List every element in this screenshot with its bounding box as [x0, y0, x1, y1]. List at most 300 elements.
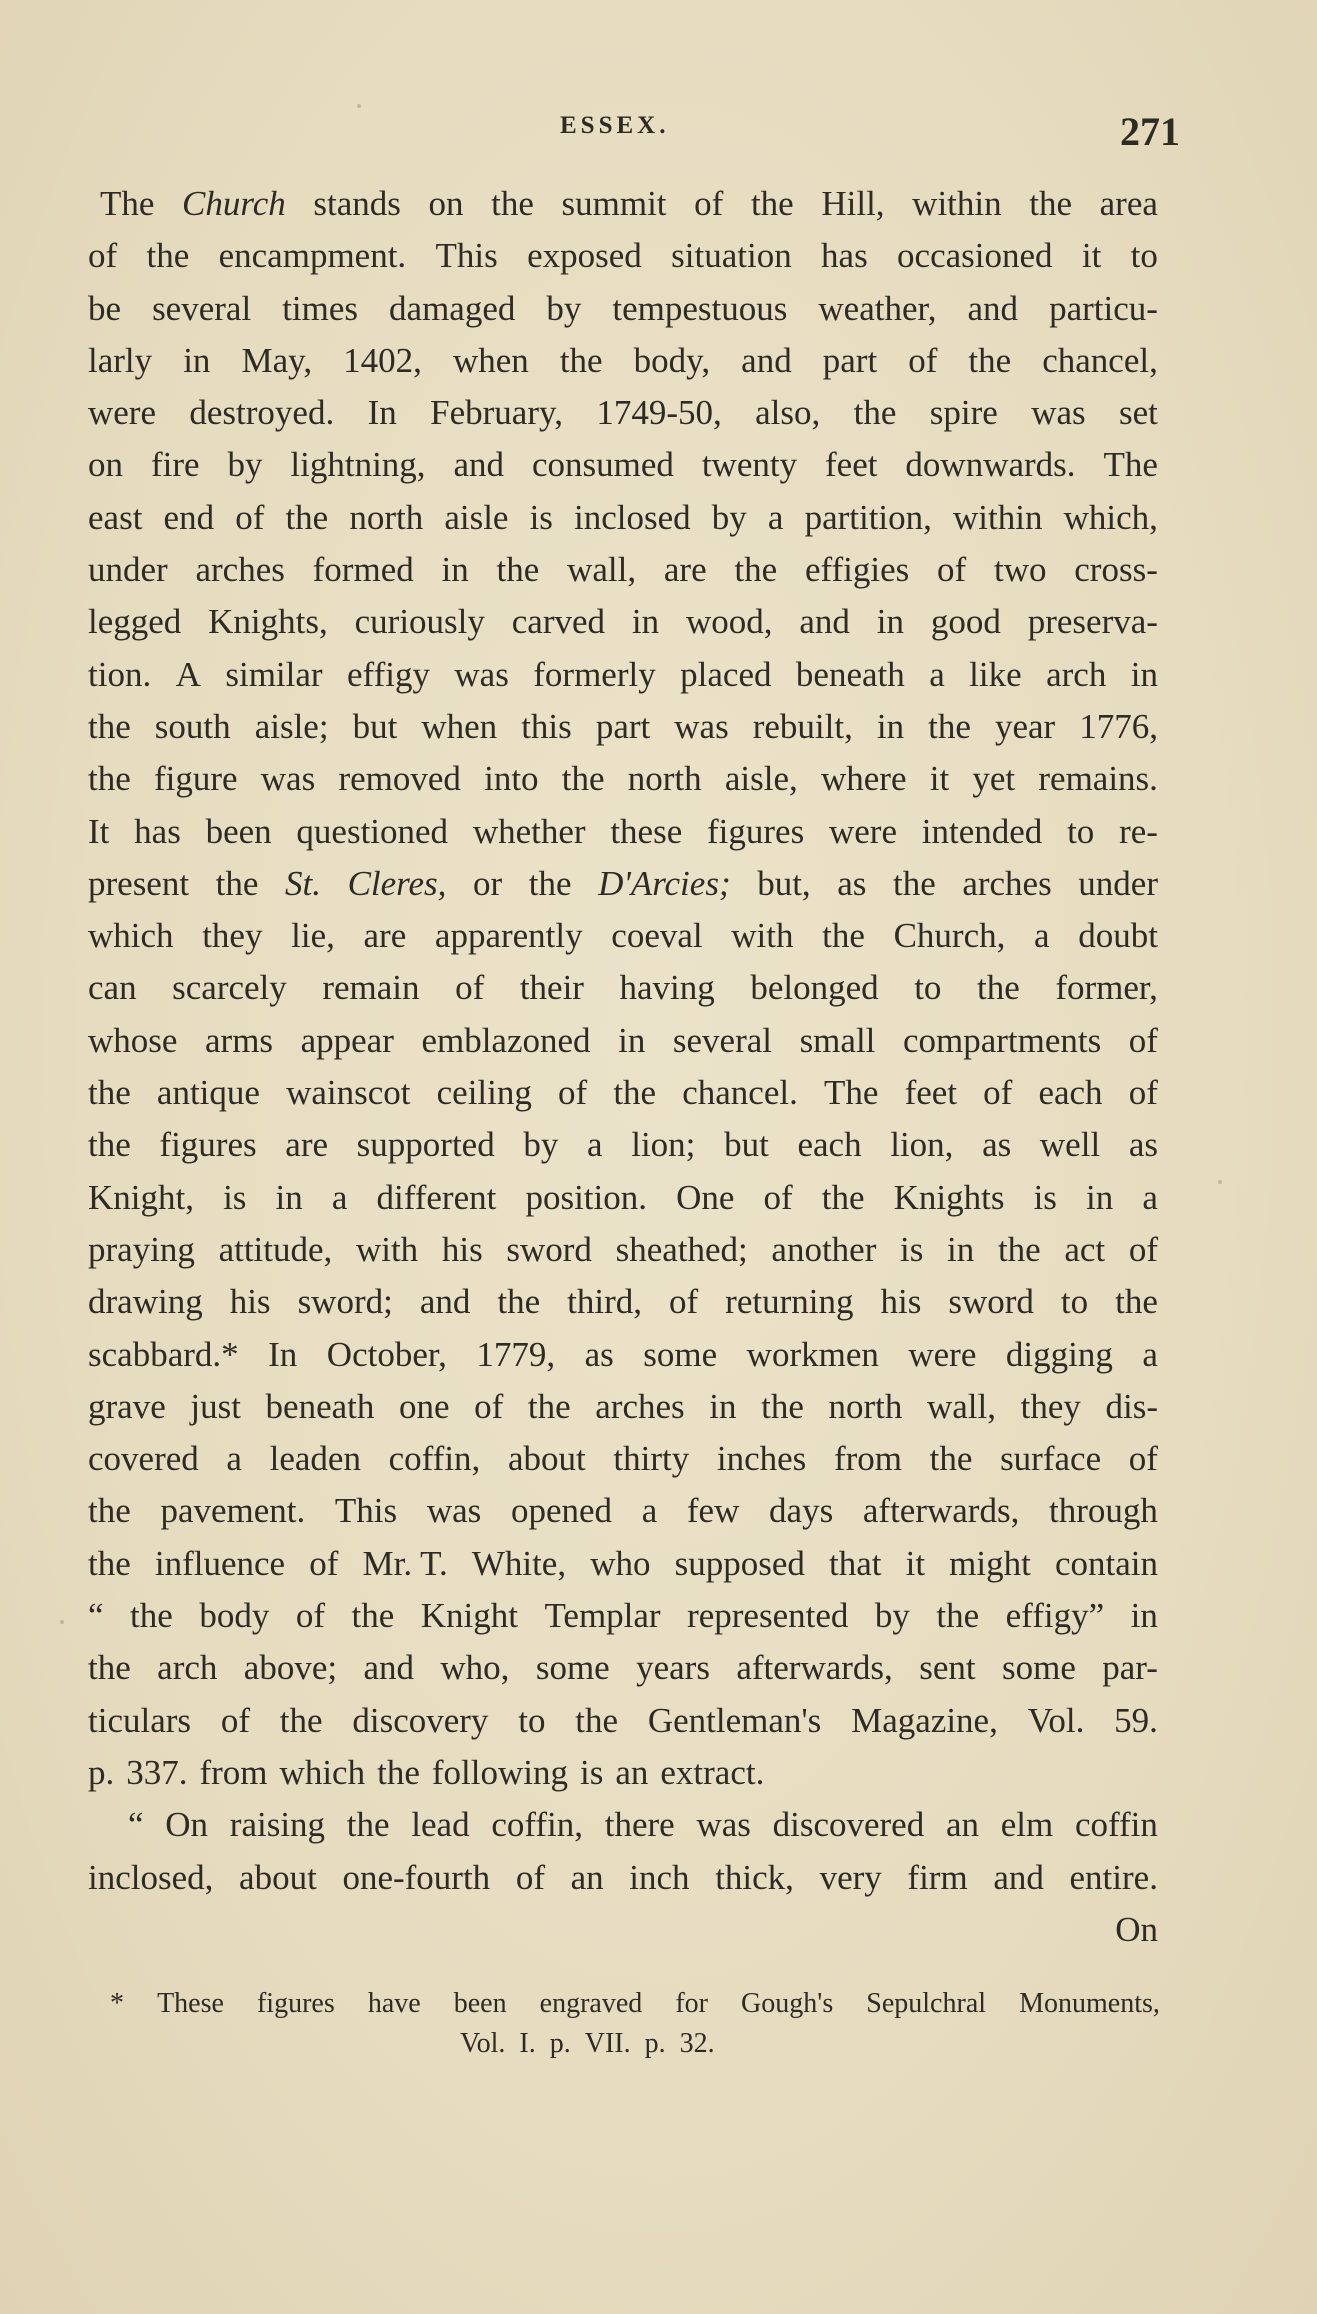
word: the	[761, 1386, 804, 1426]
word: lion;	[631, 1125, 696, 1165]
word: the	[146, 236, 190, 276]
text-line	[88, 1015, 1158, 1067]
word: particu-	[1049, 288, 1158, 328]
word: by	[711, 497, 747, 537]
word: his	[880, 1282, 922, 1322]
word: the	[892, 863, 936, 903]
word: one-fourth	[342, 1857, 491, 1897]
word: their	[519, 968, 584, 1008]
word: a	[226, 1439, 242, 1479]
word: is	[1033, 1177, 1057, 1217]
word: body	[199, 1596, 270, 1636]
word: the	[491, 184, 534, 223]
word: position.	[525, 1177, 647, 1217]
word: Monuments,	[1019, 1988, 1160, 2019]
word: the	[346, 1805, 390, 1845]
word: p.	[644, 2028, 666, 2059]
word: from	[833, 1439, 902, 1479]
word: feet	[904, 1073, 958, 1113]
word: an	[615, 1752, 649, 1792]
word: covered	[88, 1439, 199, 1479]
word: on	[88, 445, 123, 485]
word: par-	[1102, 1648, 1158, 1688]
word: the	[130, 1596, 173, 1636]
word: sword	[948, 1282, 1034, 1322]
word: the	[285, 497, 329, 537]
word: the	[750, 184, 794, 223]
text-line	[88, 1172, 1158, 1224]
word: occasioned	[897, 236, 1053, 276]
word: also,	[755, 393, 821, 433]
word: and	[967, 288, 1019, 328]
word: an	[945, 1805, 979, 1845]
word: the	[559, 340, 603, 380]
word: removed	[338, 759, 461, 799]
word: and	[741, 340, 792, 380]
word: and	[799, 602, 850, 642]
word: The	[100, 184, 155, 223]
word: very	[819, 1857, 882, 1897]
word: it	[929, 759, 950, 799]
word: It	[88, 811, 110, 851]
word: workmen	[746, 1334, 879, 1374]
word: under	[1078, 863, 1158, 903]
word: February,	[430, 393, 563, 433]
word: is	[579, 1752, 604, 1792]
word: times	[282, 288, 359, 328]
word: sent	[919, 1648, 976, 1688]
word: engraved	[539, 1988, 643, 2019]
word: was	[674, 706, 729, 746]
text-line	[88, 806, 1158, 858]
text-line	[88, 1852, 1158, 1904]
word: feet	[825, 445, 878, 485]
word: belonged	[750, 968, 879, 1008]
word: Gough's	[741, 1988, 834, 2019]
word: been	[205, 811, 272, 851]
word: sword;	[297, 1282, 393, 1322]
word: ticulars	[88, 1700, 192, 1740]
word: leaden	[269, 1439, 361, 1479]
word: thirty	[613, 1439, 690, 1479]
word: the	[561, 759, 605, 799]
word: downwards.	[905, 445, 1076, 485]
word: of	[88, 236, 118, 276]
word: surface	[1000, 1439, 1102, 1479]
word: whether	[472, 811, 586, 851]
word: into	[484, 759, 539, 799]
word: lead	[411, 1805, 470, 1845]
word: effigy”	[1005, 1596, 1105, 1636]
word: by	[523, 1125, 559, 1165]
word: are	[285, 1125, 329, 1165]
word: by	[546, 288, 582, 328]
text-line	[88, 1485, 1158, 1537]
text-line	[88, 1747, 1158, 1799]
text-line	[88, 910, 1158, 962]
word: the	[88, 1491, 131, 1531]
word: north	[349, 497, 424, 537]
word: in	[1130, 1596, 1158, 1636]
word: larly	[88, 340, 153, 380]
word: “	[128, 1805, 144, 1845]
word: returning	[725, 1282, 854, 1322]
text-line	[88, 858, 1158, 910]
word: year	[994, 706, 1056, 746]
word: can	[88, 968, 137, 1008]
word: in	[183, 340, 211, 380]
word: wainscot	[286, 1073, 411, 1113]
word: October,	[326, 1334, 447, 1374]
word: coeval	[611, 916, 703, 956]
word: digging	[1005, 1334, 1113, 1374]
word: carved	[511, 602, 606, 642]
word: rebuilt,	[752, 706, 853, 746]
word: Vol.	[460, 2028, 506, 2059]
text-line	[88, 1067, 1158, 1119]
word: and	[419, 1282, 471, 1322]
text-line	[88, 492, 1158, 544]
word: spire	[929, 393, 998, 433]
word: 1779,	[476, 1334, 556, 1374]
word: The	[1103, 445, 1158, 485]
word: ceiling	[436, 1073, 532, 1113]
word: well	[1039, 1125, 1101, 1165]
word: appear	[300, 1020, 394, 1060]
word: Church	[182, 184, 286, 223]
word: the	[377, 1752, 420, 1792]
word: the	[88, 706, 131, 746]
text-line	[88, 962, 1158, 1014]
word: These	[157, 1988, 224, 2019]
word: the	[496, 550, 540, 590]
text-line	[88, 1695, 1158, 1747]
word: the	[1115, 1282, 1158, 1322]
text-line	[88, 1590, 1158, 1642]
word: yet	[972, 759, 1016, 799]
word: p.	[88, 1752, 115, 1792]
word: praying	[88, 1229, 195, 1269]
word: the	[928, 706, 971, 746]
word: May,	[241, 340, 313, 380]
word: the	[822, 916, 865, 956]
word: On	[165, 1805, 209, 1845]
word: the	[613, 1073, 657, 1113]
word: discovery	[352, 1700, 489, 1740]
word: lion,	[890, 1125, 954, 1165]
word: the	[279, 1700, 323, 1740]
word: Cleres,	[347, 863, 447, 903]
word: of	[1128, 1020, 1158, 1060]
word: former,	[1055, 968, 1158, 1008]
word: attitude,	[218, 1229, 333, 1269]
word: of	[235, 497, 265, 537]
text-line	[88, 701, 1158, 753]
word: a	[1142, 1334, 1158, 1374]
text-line	[88, 1329, 1158, 1381]
word: aisle	[444, 497, 509, 537]
word: situation	[671, 236, 792, 276]
word: end	[163, 497, 215, 537]
word: of	[1128, 1439, 1158, 1479]
word: 1749-50,	[596, 393, 722, 433]
word: fire	[150, 445, 200, 485]
paper-speck	[357, 104, 361, 108]
word: thick,	[715, 1857, 794, 1897]
word: supported	[356, 1125, 495, 1165]
word: St.	[285, 863, 321, 903]
word: A	[175, 654, 201, 694]
word: inches	[716, 1439, 807, 1479]
word: Hill,	[821, 184, 885, 223]
word: of	[1128, 1229, 1158, 1269]
word: afterwards,	[736, 1648, 893, 1688]
word: the	[929, 1439, 973, 1479]
word: a	[1034, 916, 1050, 956]
word: small	[799, 1020, 876, 1060]
word: arches	[195, 550, 285, 590]
word: White,	[471, 1543, 567, 1583]
word: have	[367, 1988, 421, 2019]
word: was	[696, 1805, 751, 1845]
word: 32.	[679, 2028, 715, 2059]
word: as	[1128, 1125, 1158, 1165]
word: on	[428, 184, 464, 223]
word: influence	[154, 1543, 286, 1583]
word: similar	[225, 654, 323, 694]
word: were	[908, 1334, 977, 1374]
word: present	[88, 863, 190, 903]
word: good	[930, 602, 1001, 642]
word: each	[1038, 1073, 1103, 1113]
word: when	[452, 340, 529, 380]
word: is	[223, 1177, 247, 1217]
text-line	[88, 753, 1158, 805]
word: 1776,	[1079, 706, 1158, 746]
word: tempestuous	[612, 288, 788, 328]
word: cross-	[1074, 550, 1158, 590]
word: chancel.	[682, 1073, 798, 1113]
word: in	[709, 1386, 737, 1426]
word: under	[88, 550, 168, 590]
word: above;	[243, 1648, 338, 1688]
word: a	[767, 497, 784, 537]
word: in	[1130, 654, 1158, 694]
word: 337.	[126, 1752, 188, 1792]
word: inclosed,	[88, 1857, 214, 1897]
text-line	[88, 335, 1158, 387]
catchword: On	[1115, 1909, 1158, 1949]
word: In	[367, 393, 397, 433]
word: third,	[567, 1282, 643, 1322]
word: Templar	[544, 1596, 661, 1636]
word: the	[853, 393, 897, 433]
word: the	[215, 863, 259, 903]
word: doubt	[1078, 916, 1158, 956]
word: chancel,	[1042, 340, 1158, 380]
word: afterwards,	[862, 1491, 1020, 1531]
word: a	[641, 1491, 658, 1531]
word: another	[771, 1229, 877, 1269]
word: the	[527, 1386, 571, 1426]
word: in	[947, 1229, 975, 1269]
word: within	[953, 497, 1043, 537]
word: consumed	[531, 445, 674, 485]
footnote-line	[110, 1984, 1160, 2024]
word: the	[88, 1543, 131, 1583]
word: but	[352, 706, 398, 746]
word: firm	[907, 1857, 968, 1897]
word: Knights,	[208, 602, 328, 642]
word: wall,	[567, 550, 637, 590]
word: different	[376, 1177, 497, 1217]
footnote	[110, 1984, 1160, 2064]
word: by	[227, 445, 263, 485]
word: body,	[633, 340, 711, 380]
word: two	[993, 550, 1047, 590]
word: with	[731, 916, 794, 956]
word: in	[631, 602, 660, 642]
catchword-line	[88, 1904, 1158, 1956]
word: effigy	[347, 654, 430, 694]
word: questioned	[296, 811, 449, 851]
word: it	[905, 1543, 926, 1583]
word: to	[914, 968, 942, 1008]
word: several	[672, 1020, 772, 1060]
word: by	[874, 1596, 910, 1636]
word: remains.	[1038, 759, 1158, 799]
word: One	[676, 1177, 735, 1217]
word: who	[590, 1543, 651, 1583]
word: when	[421, 706, 498, 746]
word: to	[1060, 1282, 1089, 1322]
word: his	[229, 1282, 271, 1322]
word: Knights	[893, 1177, 1005, 1217]
word: the	[528, 863, 572, 903]
word: placed	[680, 654, 772, 694]
word: antique	[156, 1073, 260, 1113]
word: I.	[519, 2028, 536, 2059]
word: lightning,	[290, 445, 426, 485]
word: with	[355, 1229, 419, 1269]
text-line	[88, 178, 1158, 230]
word: were	[828, 811, 897, 851]
word: or	[472, 863, 503, 903]
word: of	[220, 1700, 250, 1740]
word: which	[279, 1752, 366, 1792]
word: preserva-	[1027, 602, 1158, 642]
word: in	[876, 602, 904, 642]
word: whose	[88, 1020, 178, 1060]
word: arches	[962, 863, 1052, 903]
text-line	[88, 1642, 1158, 1694]
word: arch	[157, 1648, 218, 1688]
word: raising	[229, 1805, 326, 1845]
word: coffin,	[388, 1439, 481, 1479]
word: Mr. T.	[362, 1543, 448, 1583]
text-line	[88, 1224, 1158, 1276]
word: a	[1142, 1177, 1158, 1217]
word: years	[636, 1648, 710, 1688]
word: coffin,	[491, 1805, 584, 1845]
word: inch	[629, 1857, 690, 1897]
word: the	[997, 1229, 1041, 1269]
word: a	[587, 1125, 603, 1165]
word: sheathed;	[615, 1229, 748, 1269]
text-line	[88, 596, 1158, 648]
word: they	[202, 916, 263, 956]
word: but,	[757, 863, 811, 903]
word: to	[518, 1700, 546, 1740]
word: is	[529, 497, 553, 537]
word: as	[837, 863, 867, 903]
word: VII.	[584, 2028, 631, 2059]
word: of	[474, 1386, 504, 1426]
word: wall,	[926, 1386, 996, 1426]
word: tion.	[88, 654, 152, 694]
word: grave	[88, 1386, 166, 1426]
word: as	[584, 1334, 614, 1374]
word: entire.	[1069, 1857, 1158, 1897]
word: there	[604, 1805, 675, 1845]
word: beneath	[795, 654, 905, 694]
word: partition,	[804, 497, 932, 537]
text-line	[88, 230, 1158, 282]
word: east	[88, 497, 143, 537]
word: few	[686, 1491, 740, 1531]
text-line	[88, 1381, 1158, 1433]
word: are	[663, 550, 707, 590]
text-line	[88, 1538, 1158, 1590]
word: through	[1049, 1491, 1158, 1531]
word: Knight,	[88, 1177, 194, 1217]
word: were	[88, 393, 157, 433]
text-line	[88, 649, 1158, 701]
word: of	[1128, 1073, 1158, 1113]
word: beneath	[265, 1386, 375, 1426]
word: contain	[1054, 1543, 1158, 1583]
word: twenty	[701, 445, 798, 485]
word: and	[453, 445, 505, 485]
word: following	[431, 1752, 568, 1792]
word: of	[515, 1857, 545, 1897]
word: emblazoned	[421, 1020, 591, 1060]
word: opened	[510, 1491, 613, 1531]
word: the	[734, 550, 778, 590]
word: supposed	[674, 1543, 805, 1583]
word: and	[363, 1648, 415, 1688]
word: of	[455, 968, 485, 1008]
word: pavement.	[160, 1491, 306, 1531]
text-line	[88, 1799, 1158, 1851]
word: p.	[549, 2028, 571, 2059]
word: the	[497, 1282, 541, 1322]
word: Magazine,	[851, 1700, 998, 1740]
paper-speck	[1218, 1180, 1222, 1184]
word: was	[1031, 393, 1086, 433]
text-line	[88, 1433, 1158, 1485]
word: represented	[687, 1596, 849, 1636]
word: of	[983, 1073, 1013, 1113]
word: the	[977, 968, 1020, 1008]
word: several	[152, 288, 252, 328]
word: that	[829, 1543, 882, 1583]
word: set	[1119, 393, 1158, 433]
word: as	[982, 1125, 1012, 1165]
text-line	[88, 387, 1158, 439]
word: within	[912, 184, 1002, 223]
word: This	[334, 1491, 398, 1531]
